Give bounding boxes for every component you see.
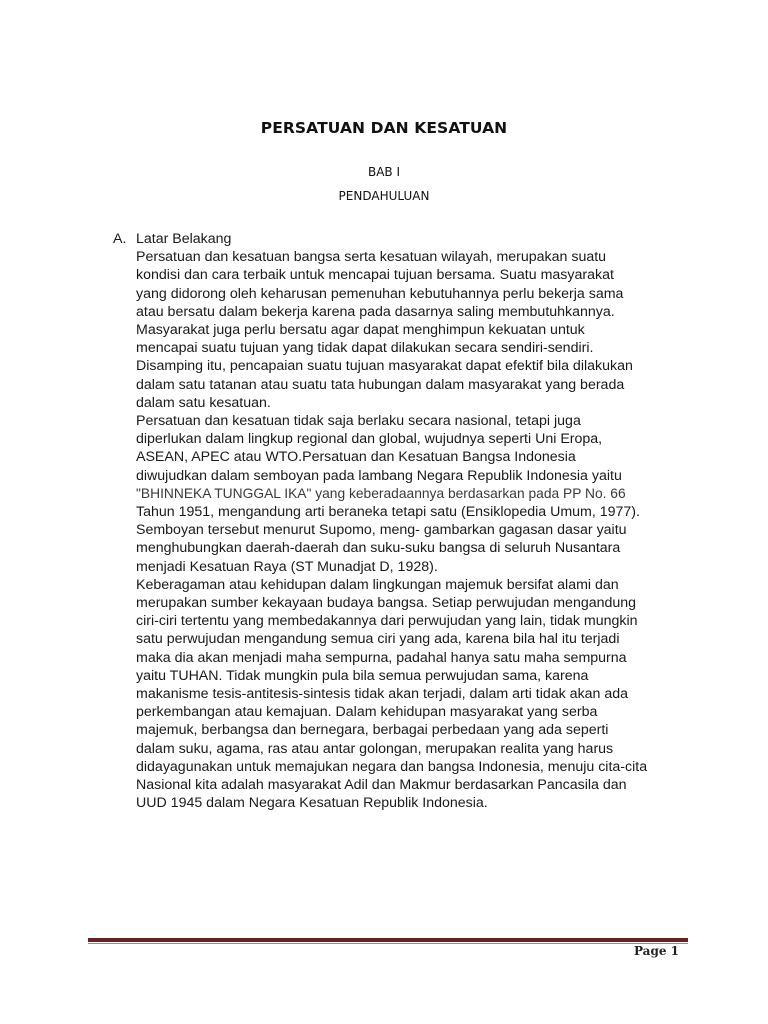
document-title: PERSATUAN DAN KESATUAN xyxy=(260,119,508,137)
body-line: diperlukan dalam lingkup regional dan global, wujudnya seperti Uni Eropa, xyxy=(136,431,603,448)
body-line: kondisi dan cara terbaik untuk mencapai tujuan bersama. Suatu masyarakat xyxy=(136,267,614,284)
body-line: menjadi Kesatuan Raya (ST Munadjat D, 1928). xyxy=(136,558,438,575)
body-line: perkembangan atau kemajuan. Dalam kehidupan masyarakat yang serba xyxy=(136,704,598,721)
section-title: Latar Belakang xyxy=(136,231,232,247)
chapter-title: PENDAHULUAN xyxy=(338,189,430,203)
body-line: didayagunakan untuk memajukan negara dan bangsa Indonesia, menuju cita-cita xyxy=(136,758,648,775)
body-line: UUD 1945 dalam Negara Kesatuan Republik Indonesia. xyxy=(136,795,488,812)
body-line: Tahun 1951, mengandung arti beraneka tetapi satu (Ensiklopedia Umum, 1977). xyxy=(136,504,640,521)
body-line: dalam suku, agama, ras atau antar golongan, merupakan realita yang harus xyxy=(136,740,614,757)
body-line: yang didorong oleh keharusan pemenuhan kebutuhannya perlu bekerja sama xyxy=(136,285,624,302)
body-line: Persatuan dan kesatuan tidak saja berlaku secara nasional, tetapi juga xyxy=(136,413,581,430)
body-line: menghubungkan daerah-daerah dan suku-suku bangsa di seluruh Nusantara xyxy=(136,540,621,557)
body-line: majemuk, berbangsa dan bernegara, berbagai perbedaan yang ada seperti xyxy=(136,722,609,739)
section-body xyxy=(136,248,693,812)
body-line: Masyarakat juga perlu bersatu agar dapat menghimpun kekuatan untuk xyxy=(136,322,585,339)
section-letter: A. xyxy=(113,231,127,247)
body-line: merupakan sumber kekayaan budaya bangsa. Setiap perwujudan mengandung xyxy=(136,595,637,612)
section-heading xyxy=(113,230,693,248)
body-line: dalam satu tatanan atau suatu tata hubungan dalam masyarakat yang berada xyxy=(136,376,625,393)
body-line: ciri-ciri tertentu yang membedakannya dari perwujudan yang lain, tidak mungkin xyxy=(136,613,638,630)
body-line: Semboyan tersebut menurut Supomo, meng- gambarkan gagasan dasar yaitu xyxy=(136,522,627,539)
body-line: dalam satu kesatuan. xyxy=(136,394,271,411)
body-line: diwujudkan dalam semboyan pada lambang Negara Republik Indonesia yaitu xyxy=(136,467,622,484)
body-line: makanisme tesis-antitesis-sintesis tidak akan terjadi, dalam arti tidak akan ada xyxy=(136,686,629,703)
body-line: "BHINNEKA TUNGGAL IKA" yang keberadaannya berdasarkan pada PP No. 66 xyxy=(136,485,626,501)
body-line: ASEAN, APEC atau WTO.Persatuan dan Kesatuan Bangsa Indonesia xyxy=(136,449,576,466)
body-line: satu perwujudan mengandung semua ciri yang ada, karena bila hal itu terjadi xyxy=(136,631,620,648)
footer-rule-thin xyxy=(88,943,688,944)
body-line: mencapai suatu tujuan yang tidak dapat dilakukan secara sendiri-sendiri. xyxy=(136,340,594,357)
section-latar-belakang xyxy=(113,230,693,813)
body-line: Nasional kita adalah masyarakat Adil dan Makmur berdasarkan Pancasila dan xyxy=(136,777,627,794)
footer-rule xyxy=(88,938,688,942)
page-number: Page 1 xyxy=(633,944,679,958)
body-line: maka dia akan menjadi maha sempurna, padahal hanya satu maha sempurna xyxy=(136,649,627,666)
chapter-number: BAB I xyxy=(367,165,401,179)
body-line: Persatuan dan kesatuan bangsa serta kesatuan wilayah, merupakan suatu xyxy=(136,249,607,266)
body-line: atau bersatu dalam bekerja karena pada dasarnya saling membutuhkannya. xyxy=(136,303,615,320)
body-line: yaitu TUHAN. Tidak mungkin pula bila semua perwujudan sama, karena xyxy=(136,667,589,684)
body-line: Keberagaman atau kehidupan dalam lingkungan majemuk bersifat alami dan xyxy=(136,576,619,593)
body-line: Disamping itu, pencapaian suatu tujuan masyarakat dapat efektif bila dilakukan xyxy=(136,358,633,375)
